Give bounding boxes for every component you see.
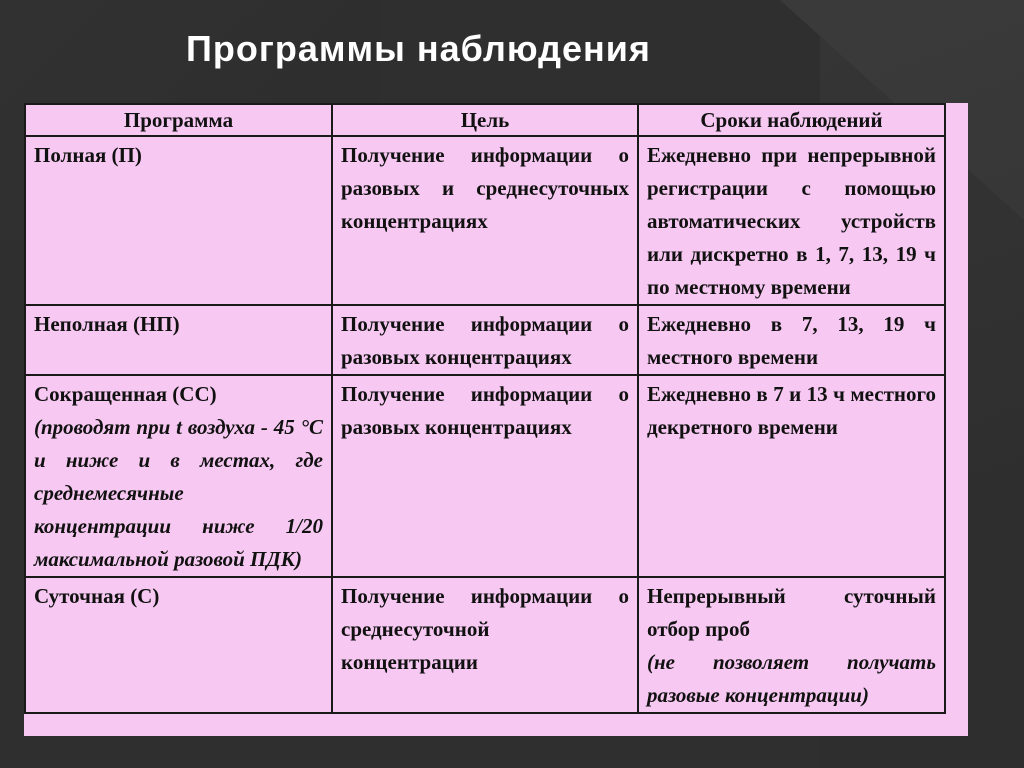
cell-goal: Получение информации о среднесуточной концентрации [332, 577, 638, 713]
slide-title: Программы наблюдения [186, 28, 651, 69]
table-row [25, 305, 945, 375]
schedule-note: (не позволяет получать разовые концентрации) [647, 650, 936, 707]
program-name: Суточная (С) [34, 584, 160, 608]
cell-program [25, 375, 332, 577]
cell-schedule [638, 577, 945, 713]
cell-program [25, 577, 332, 713]
cell-program [25, 136, 332, 305]
header-program: Программа [25, 104, 332, 136]
header-goal: Цель [332, 104, 638, 136]
cell-schedule: Ежедневно при непрерывной регистрации с помощью автоматических устройств или дискретно в 1, 7, 13, 19 ч по местному времени [638, 136, 945, 305]
program-note: (проводят при t воздуха - 45 °С и ниже и в местах, где среднемесячные концентрации ниже 1/20 максимальной разовой ПДК) [34, 415, 323, 571]
program-name: Неполная (НП) [34, 312, 180, 336]
table-row [25, 136, 945, 305]
schedule-text: Непрерывный суточный отбор проб [647, 584, 936, 641]
table-row [25, 375, 945, 577]
table-row [25, 577, 945, 713]
program-name: Сокращенная (СС) [34, 382, 217, 406]
cell-program [25, 305, 332, 375]
cell-goal: Получение информации о разовых и среднесуточных концентрациях [332, 136, 638, 305]
cell-schedule: Ежедневно в 7, 13, 19 ч местного времени [638, 305, 945, 375]
cell-goal: Получение информации о разовых концентрациях [332, 375, 638, 577]
table-header-row [25, 104, 945, 136]
cell-goal: Получение информации о разовых концентрациях [332, 305, 638, 375]
cell-schedule: Ежедневно в 7 и 13 ч местного декретного времени [638, 375, 945, 577]
header-schedule: Сроки наблюдений [638, 104, 945, 136]
observation-programs-table [24, 103, 946, 714]
program-name: Полная (П) [34, 143, 142, 167]
table-panel [24, 103, 968, 736]
